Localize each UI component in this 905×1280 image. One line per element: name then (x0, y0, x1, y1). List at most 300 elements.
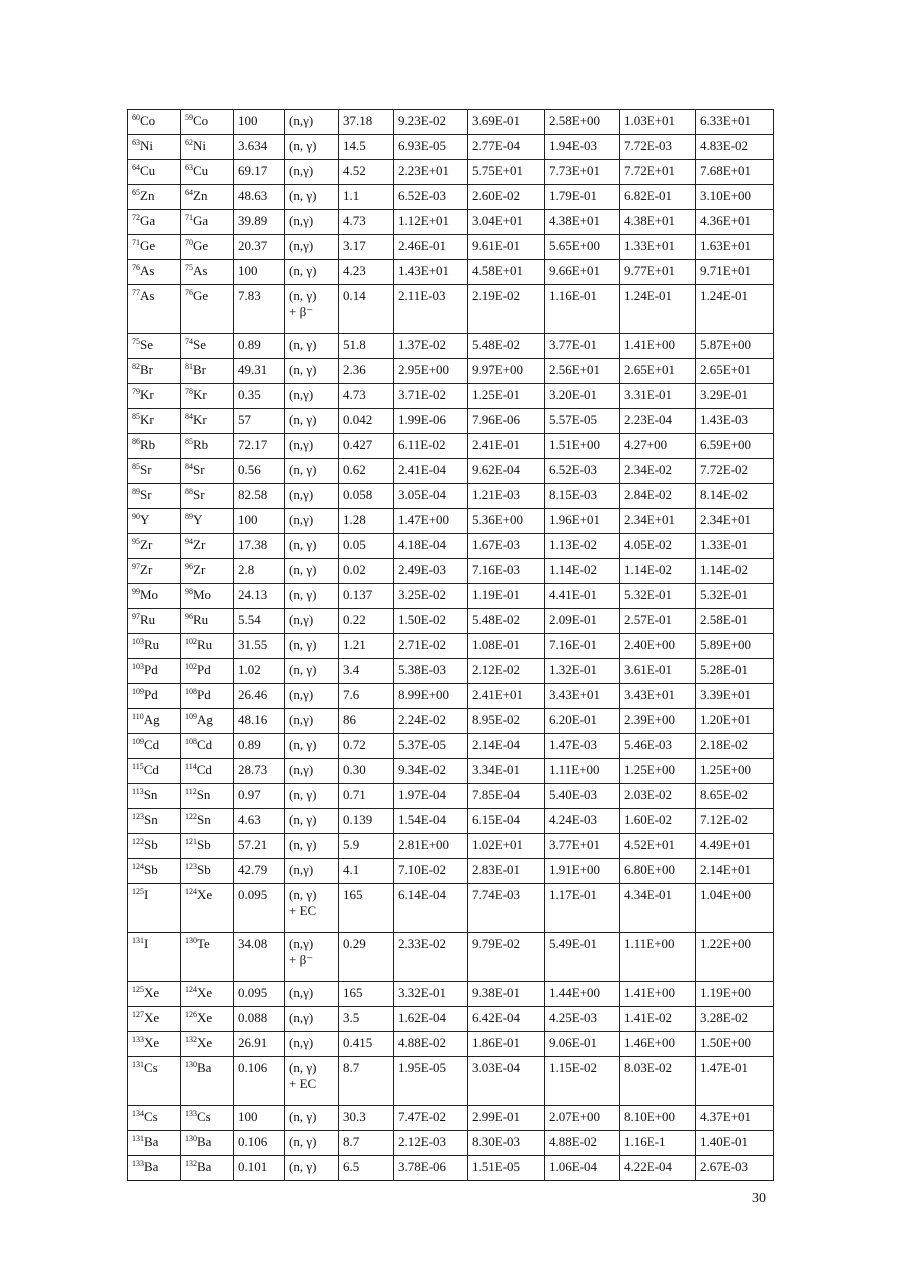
mass-number: 133 (132, 1035, 144, 1044)
product-nuclide-cell (128, 634, 181, 659)
abundance-cell: 57.21 (234, 834, 285, 859)
value-cell: 4.52E+01 (620, 834, 696, 859)
value-cell: 1.54E-04 (394, 809, 468, 834)
cross-section-cell: 4.73 (339, 384, 394, 409)
target-nuclide-cell (181, 534, 234, 559)
mass-number: 112 (185, 787, 197, 796)
abundance-cell: 0.101 (234, 1156, 285, 1181)
value-cell: 2.40E+00 (620, 634, 696, 659)
value-cell: 1.19E-01 (468, 584, 545, 609)
abundance-cell: 0.095 (234, 884, 285, 933)
mass-number: 96 (185, 562, 193, 571)
cross-section-cell: 0.14 (339, 285, 394, 334)
mass-number: 75 (132, 337, 140, 346)
value-cell: 1.15E-02 (545, 1057, 620, 1106)
value-cell: 2.33E-02 (394, 933, 468, 982)
element-symbol: Sb (197, 837, 211, 852)
mass-number: 110 (132, 712, 144, 721)
value-cell: 1.13E-02 (545, 534, 620, 559)
value-cell: 5.75E+01 (468, 160, 545, 185)
element-symbol: I (144, 936, 149, 951)
reaction-cell (285, 334, 339, 359)
mass-number: 122 (185, 812, 197, 821)
mass-number: 79 (132, 387, 140, 396)
cross-section-cell: 4.52 (339, 160, 394, 185)
element-symbol: Ge (140, 238, 156, 253)
element-symbol: Zn (140, 188, 155, 203)
abundance-cell: 26.46 (234, 684, 285, 709)
value-cell: 1.03E+01 (620, 110, 696, 135)
mass-number: 113 (132, 787, 144, 796)
product-nuclide-cell (128, 384, 181, 409)
table-row (128, 509, 774, 534)
mass-number: 72 (132, 213, 140, 222)
table-row (128, 684, 774, 709)
value-cell: 1.33E+01 (620, 235, 696, 260)
product-nuclide-cell (128, 534, 181, 559)
value-cell: 3.31E-01 (620, 384, 696, 409)
cross-section-cell: 86 (339, 709, 394, 734)
element-symbol: Pd (144, 662, 158, 677)
mass-number: 81 (185, 362, 193, 371)
product-nuclide-cell (128, 409, 181, 434)
element-symbol: Xe (144, 1035, 160, 1050)
reaction-label: (n, γ) (289, 362, 317, 377)
value-cell: 2.24E-02 (394, 709, 468, 734)
abundance-cell: 20.37 (234, 235, 285, 260)
value-cell: 6.20E-01 (545, 709, 620, 734)
cross-section-cell: 165 (339, 982, 394, 1007)
reaction-cell (285, 235, 339, 260)
value-cell: 2.67E-03 (696, 1156, 774, 1181)
target-nuclide-cell (181, 659, 234, 684)
value-cell: 3.04E+01 (468, 210, 545, 235)
reaction-label: (n, γ) (289, 537, 317, 552)
value-cell: 7.72E-03 (620, 135, 696, 160)
mass-number: 78 (185, 387, 193, 396)
mass-number: 86 (132, 437, 140, 446)
element-symbol: Pd (197, 662, 211, 677)
value-cell: 1.44E+00 (545, 982, 620, 1007)
value-cell: 4.22E-04 (620, 1156, 696, 1181)
cross-section-cell: 8.7 (339, 1131, 394, 1156)
product-nuclide-cell (128, 734, 181, 759)
value-cell: 3.28E-02 (696, 1007, 774, 1032)
value-cell: 1.50E-02 (394, 609, 468, 634)
value-cell: 3.43E+01 (545, 684, 620, 709)
abundance-cell: 0.35 (234, 384, 285, 409)
reaction-cell (285, 1106, 339, 1131)
table-row (128, 484, 774, 509)
element-symbol: Cd (197, 737, 213, 752)
mass-number: 85 (132, 462, 140, 471)
table-row (128, 709, 774, 734)
value-cell: 4.36E+01 (696, 210, 774, 235)
target-nuclide-cell (181, 135, 234, 160)
value-cell: 1.46E+00 (620, 1032, 696, 1057)
mass-number: 63 (132, 138, 140, 147)
value-cell: 1.14E-02 (545, 559, 620, 584)
value-cell: 8.65E-02 (696, 784, 774, 809)
target-nuclide-cell (181, 210, 234, 235)
abundance-cell: 0.088 (234, 1007, 285, 1032)
mass-number: 124 (132, 862, 144, 871)
value-cell: 2.03E-02 (620, 784, 696, 809)
cross-section-cell: 0.22 (339, 609, 394, 634)
reaction-label: (n, γ) (289, 637, 317, 652)
value-cell: 3.39E+01 (696, 684, 774, 709)
product-nuclide-cell (128, 185, 181, 210)
element-symbol: Br (193, 362, 206, 377)
reaction-cell (285, 684, 339, 709)
element-symbol: Xe (144, 985, 160, 1000)
cross-section-cell: 3.5 (339, 1007, 394, 1032)
table-row (128, 609, 774, 634)
reaction-cell (285, 359, 339, 384)
abundance-cell: 28.73 (234, 759, 285, 784)
element-symbol: Sr (140, 462, 152, 477)
mass-number: 130 (185, 936, 197, 945)
value-cell: 3.10E+00 (696, 185, 774, 210)
reaction-label: (n, γ) (289, 1134, 317, 1149)
target-nuclide-cell (181, 359, 234, 384)
abundance-cell: 39.89 (234, 210, 285, 235)
mass-number: 64 (185, 188, 193, 197)
abundance-cell: 7.83 (234, 285, 285, 334)
value-cell: 3.20E-01 (545, 384, 620, 409)
cross-section-cell: 3.4 (339, 659, 394, 684)
mass-number: 82 (132, 362, 140, 371)
value-cell: 8.03E-02 (620, 1057, 696, 1106)
mass-number: 97 (132, 562, 140, 571)
reaction-decay-label: + EC (289, 1076, 317, 1091)
element-symbol: Xe (197, 887, 213, 902)
element-symbol: Cs (144, 1109, 158, 1124)
abundance-cell: 100 (234, 110, 285, 135)
product-nuclide-cell (128, 235, 181, 260)
cross-section-cell: 1.1 (339, 185, 394, 210)
value-cell: 9.62E-04 (468, 459, 545, 484)
element-symbol: Sn (143, 787, 158, 802)
table-row (128, 859, 774, 884)
product-nuclide-cell (128, 1057, 181, 1106)
value-cell: 5.32E-01 (620, 584, 696, 609)
reaction-label: (n, γ) (289, 1159, 317, 1174)
reaction-cell (285, 933, 339, 982)
target-nuclide-cell (181, 260, 234, 285)
value-cell: 1.25E+00 (696, 759, 774, 784)
target-nuclide-cell (181, 1156, 234, 1181)
abundance-cell: 24.13 (234, 584, 285, 609)
value-cell: 1.91E+00 (545, 859, 620, 884)
value-cell: 1.43E-03 (696, 409, 774, 434)
value-cell: 6.15E-04 (468, 809, 545, 834)
value-cell: 2.81E+00 (394, 834, 468, 859)
value-cell: 9.77E+01 (620, 260, 696, 285)
mass-number: 64 (132, 163, 140, 172)
reaction-label: (n, γ) (289, 337, 317, 352)
mass-number: 99 (132, 587, 140, 596)
element-symbol: Sr (193, 462, 205, 477)
mass-number: 108 (185, 687, 197, 696)
cross-section-cell: 1.28 (339, 509, 394, 534)
reaction-cell (285, 160, 339, 185)
element-symbol: Sr (193, 487, 205, 502)
element-symbol: Kr (193, 412, 207, 427)
value-cell: 6.14E-04 (394, 884, 468, 933)
value-cell: 4.18E-04 (394, 534, 468, 559)
reaction-label: (n,γ) (289, 762, 314, 777)
target-nuclide-cell (181, 1131, 234, 1156)
mass-number: 75 (185, 263, 193, 272)
abundance-cell: 31.55 (234, 634, 285, 659)
value-cell: 1.47E-01 (696, 1057, 774, 1106)
element-symbol: Xe (197, 1010, 213, 1025)
element-symbol: Se (193, 337, 206, 352)
value-cell: 4.05E-02 (620, 534, 696, 559)
element-symbol: Xe (197, 1035, 213, 1050)
product-nuclide-cell (128, 160, 181, 185)
table-row (128, 559, 774, 584)
product-nuclide-cell (128, 933, 181, 982)
reaction-cell (285, 135, 339, 160)
value-cell: 1.97E-04 (394, 784, 468, 809)
cross-section-cell: 30.3 (339, 1106, 394, 1131)
element-symbol: Cu (193, 163, 209, 178)
cross-section-cell: 0.427 (339, 434, 394, 459)
mass-number: 85 (185, 437, 193, 446)
product-nuclide-cell (128, 135, 181, 160)
mass-number: 130 (185, 1060, 197, 1069)
value-cell: 1.79E-01 (545, 185, 620, 210)
cross-section-cell: 0.72 (339, 734, 394, 759)
reaction-label: (n,γ) (289, 437, 314, 452)
product-nuclide-cell (128, 484, 181, 509)
value-cell: 2.12E-02 (468, 659, 545, 684)
mass-number: 65 (132, 188, 140, 197)
mass-number: 122 (132, 837, 144, 846)
value-cell: 1.04E+00 (696, 884, 774, 933)
reaction-decay-label: + β⁻ (289, 304, 314, 319)
target-nuclide-cell (181, 484, 234, 509)
value-cell: 9.79E-02 (468, 933, 545, 982)
abundance-cell: 48.16 (234, 709, 285, 734)
value-cell: 2.14E+01 (696, 859, 774, 884)
element-symbol: Ru (197, 637, 213, 652)
reaction-cell (285, 185, 339, 210)
reaction-label: (n,γ) (289, 487, 314, 502)
reaction-cell (285, 759, 339, 784)
target-nuclide-cell (181, 160, 234, 185)
mass-number: 127 (132, 1010, 144, 1019)
product-nuclide-cell (128, 609, 181, 634)
table-row (128, 809, 774, 834)
abundance-cell: 5.54 (234, 609, 285, 634)
cross-section-cell: 1.21 (339, 634, 394, 659)
reaction-cell (285, 210, 339, 235)
reaction-cell (285, 709, 339, 734)
value-cell: 7.16E-03 (468, 559, 545, 584)
reaction-cell (285, 285, 339, 334)
mass-number: 125 (132, 887, 144, 896)
value-cell: 6.93E-05 (394, 135, 468, 160)
mass-number: 132 (185, 1159, 197, 1168)
value-cell: 6.33E+01 (696, 110, 774, 135)
target-nuclide-cell (181, 834, 234, 859)
value-cell: 1.99E-06 (394, 409, 468, 434)
value-cell: 9.23E-02 (394, 110, 468, 135)
target-nuclide-cell (181, 734, 234, 759)
value-cell: 2.18E-02 (696, 734, 774, 759)
target-nuclide-cell (181, 509, 234, 534)
element-symbol: Br (140, 362, 153, 377)
reaction-cell (285, 260, 339, 285)
mass-number: 63 (185, 163, 193, 172)
value-cell: 5.48E-02 (468, 609, 545, 634)
reaction-label: (n,γ) (289, 985, 314, 1000)
value-cell: 1.94E-03 (545, 135, 620, 160)
value-cell: 4.38E+01 (620, 210, 696, 235)
abundance-cell: 100 (234, 1106, 285, 1131)
target-nuclide-cell (181, 1007, 234, 1032)
cross-section-cell: 7.6 (339, 684, 394, 709)
table-row (128, 1057, 774, 1106)
element-symbol: Zr (140, 562, 153, 577)
table-row (128, 110, 774, 135)
value-cell: 2.49E-03 (394, 559, 468, 584)
target-nuclide-cell (181, 634, 234, 659)
abundance-cell: 57 (234, 409, 285, 434)
value-cell: 5.38E-03 (394, 659, 468, 684)
value-cell: 1.60E-02 (620, 809, 696, 834)
cross-section-cell: 0.30 (339, 759, 394, 784)
value-cell: 4.83E-02 (696, 135, 774, 160)
value-cell: 2.58E+00 (545, 110, 620, 135)
target-nuclide-cell (181, 334, 234, 359)
table-row (128, 285, 774, 334)
target-nuclide-cell (181, 110, 234, 135)
target-nuclide-cell (181, 933, 234, 982)
product-nuclide-cell (128, 809, 181, 834)
element-symbol: Ge (193, 288, 209, 303)
value-cell: 4.24E-03 (545, 809, 620, 834)
mass-number: 133 (132, 1159, 144, 1168)
product-nuclide-cell (128, 834, 181, 859)
value-cell: 1.25E+00 (620, 759, 696, 784)
table-row (128, 409, 774, 434)
reaction-label: (n, γ) (289, 787, 317, 802)
value-cell: 9.66E+01 (545, 260, 620, 285)
mass-number: 84 (185, 412, 193, 421)
element-symbol: Ni (140, 138, 153, 153)
value-cell: 3.69E-01 (468, 110, 545, 135)
table-row (128, 459, 774, 484)
value-cell: 1.41E+00 (620, 982, 696, 1007)
reaction-label: (n,γ) (289, 862, 314, 877)
value-cell: 4.88E-02 (545, 1131, 620, 1156)
element-symbol: I (144, 887, 149, 902)
value-cell: 5.87E+00 (696, 334, 774, 359)
mass-number: 109 (132, 687, 144, 696)
table-row (128, 334, 774, 359)
element-symbol: Zr (193, 562, 206, 577)
value-cell: 7.47E-02 (394, 1106, 468, 1131)
reaction-label: (n, γ) (289, 662, 317, 677)
product-nuclide-cell (128, 559, 181, 584)
value-cell: 2.58E-01 (696, 609, 774, 634)
mass-number: 102 (185, 662, 197, 671)
reaction-decay-label: + EC (289, 903, 317, 918)
reaction-label: (n, γ) (289, 1109, 317, 1124)
element-symbol: Sr (140, 487, 152, 502)
element-symbol: Pd (144, 687, 158, 702)
product-nuclide-cell (128, 1007, 181, 1032)
mass-number: 97 (132, 612, 140, 621)
abundance-cell: 17.38 (234, 534, 285, 559)
value-cell: 3.29E-01 (696, 384, 774, 409)
isotope-table-wrap (127, 109, 773, 1181)
element-symbol: Ag (143, 712, 160, 727)
value-cell: 1.43E+01 (394, 260, 468, 285)
reaction-cell (285, 110, 339, 135)
value-cell: 1.24E-01 (696, 285, 774, 334)
reaction-label: (n, γ) (289, 138, 317, 153)
reaction-label: (n, γ) (289, 837, 317, 852)
mass-number: 96 (185, 612, 193, 621)
table-row (128, 834, 774, 859)
table-row (128, 434, 774, 459)
mass-number: 108 (185, 737, 197, 746)
element-symbol: As (140, 288, 155, 303)
value-cell: 7.73E+01 (545, 160, 620, 185)
value-cell: 2.46E-01 (394, 235, 468, 260)
value-cell: 1.51E-05 (468, 1156, 545, 1181)
mass-number: 89 (185, 512, 193, 521)
target-nuclide-cell (181, 809, 234, 834)
value-cell: 1.02E+01 (468, 834, 545, 859)
abundance-cell: 0.56 (234, 459, 285, 484)
mass-number: 62 (185, 138, 193, 147)
mass-number: 114 (185, 762, 197, 771)
mass-number: 98 (185, 587, 193, 596)
product-nuclide-cell (128, 709, 181, 734)
element-symbol: Zr (193, 537, 206, 552)
reaction-cell (285, 484, 339, 509)
value-cell: 2.23E-04 (620, 409, 696, 434)
value-cell: 6.82E-01 (620, 185, 696, 210)
table-row (128, 235, 774, 260)
value-cell: 3.77E+01 (545, 834, 620, 859)
value-cell: 1.96E+01 (545, 509, 620, 534)
element-symbol: Y (193, 512, 203, 527)
product-nuclide-cell (128, 260, 181, 285)
element-symbol: Xe (197, 985, 213, 1000)
abundance-cell: 3.634 (234, 135, 285, 160)
value-cell: 2.34E-02 (620, 459, 696, 484)
isotope-activation-table (127, 109, 774, 1181)
value-cell: 2.34E+01 (620, 509, 696, 534)
product-nuclide-cell (128, 584, 181, 609)
value-cell: 1.95E-05 (394, 1057, 468, 1106)
table-row (128, 784, 774, 809)
value-cell: 1.41E-02 (620, 1007, 696, 1032)
product-nuclide-cell (128, 1156, 181, 1181)
mass-number: 77 (132, 288, 140, 297)
value-cell: 8.10E+00 (620, 1106, 696, 1131)
abundance-cell: 34.08 (234, 933, 285, 982)
value-cell: 2.12E-03 (394, 1131, 468, 1156)
target-nuclide-cell (181, 982, 234, 1007)
